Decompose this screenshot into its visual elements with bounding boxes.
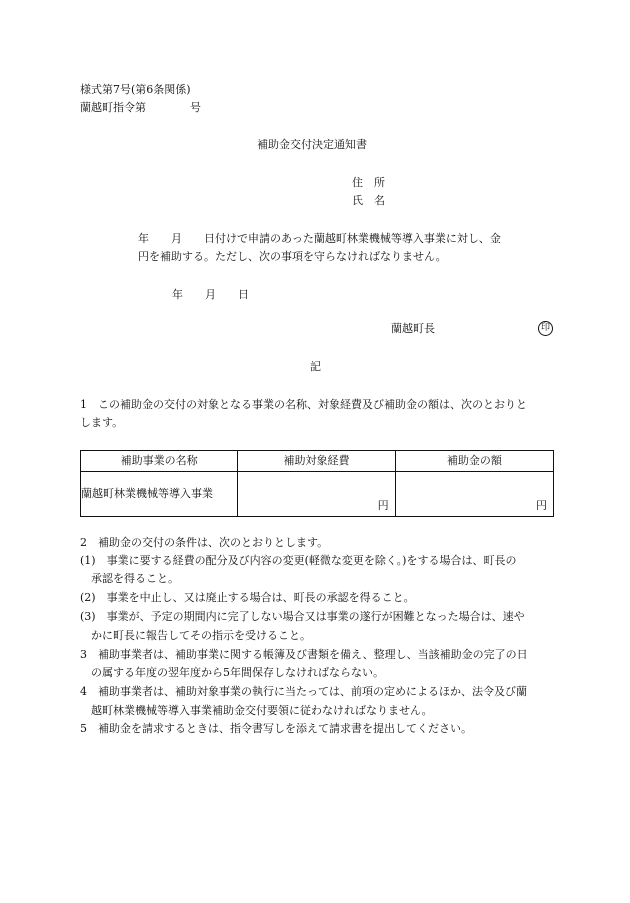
- condition-line: 越町林業機械等導入事業補助金交付要領に従わなければなりません。: [80, 704, 433, 717]
- item-1-line-1: 1 この補助金の交付の対象となる事業の名称、対象経費及び補助金の額は、次のとおりと: [80, 398, 527, 411]
- condition-line: かに町長に報告してその指示を受けること。: [80, 629, 311, 642]
- address-label: 住 所: [352, 176, 385, 189]
- header-subsidy-amount: 補助金の額: [395, 451, 553, 472]
- condition-line: 承認を得ること。: [80, 572, 179, 585]
- subsidy-table: [80, 450, 554, 517]
- header-project-name: 補助事業の名称: [81, 451, 238, 472]
- condition-line: の属する年度の翌年度から5年間保存しなければならない。: [80, 666, 384, 679]
- intro-line-1: 年 月 日付けで申請のあった蘭越町林業機械等導入事業に対し、金: [138, 232, 501, 245]
- condition-line: 2 補助金の交付の条件は、次のとおりとします。: [80, 536, 329, 549]
- header-eligible-cost: 補助対象経費: [238, 451, 395, 472]
- condition-line: (1) 事業に要する経費の配分及び内容の変更(軽微な変更を除く。)をする場合は、町長の: [80, 554, 517, 567]
- table-row: [81, 472, 554, 517]
- project-name-cell: 蘭越町林業機械等導入事業: [81, 472, 238, 517]
- condition-line: (3) 事業が、予定の期間内に完了しない場合又は事業の遂行が困難となった場合は、速や: [80, 610, 525, 623]
- cost-yen-unit: 円: [377, 499, 389, 512]
- document-title: 補助金交付決定通知書: [257, 138, 367, 151]
- table-header-row: [81, 451, 554, 472]
- condition-line: (2) 事業を中止し、又は廃止する場合は、町長の承認を得ること。: [80, 591, 415, 604]
- condition-line: 3 補助事業者は、補助事業に関する帳簿及び書類を備え、整理し、当該補助金の完了の日: [80, 648, 528, 661]
- name-label: 氏 名: [352, 194, 385, 207]
- intro-line-2: 円を補助する。ただし、次の事項を守らなければなりません。: [138, 250, 447, 263]
- seal-mark: 印: [538, 321, 553, 336]
- date-line: 年 月 日: [172, 288, 249, 301]
- form-number: 様式第7号(第6条関係): [80, 83, 191, 96]
- item-1-line-2: します。: [80, 416, 124, 429]
- eligible-cost-cell: [238, 472, 395, 517]
- ki-heading: 記: [310, 360, 321, 373]
- directive-number: 蘭越町指令第 号: [80, 101, 201, 114]
- condition-line: 5 補助金を請求するときは、指令書写しを添えて請求書を提出してください。: [80, 722, 472, 735]
- amount-yen-unit: 円: [536, 499, 547, 512]
- subsidy-amount-cell: [395, 472, 553, 517]
- condition-line: 4 補助事業者は、補助対象事業の執行に当たっては、前項の定めによるほか、法令及び蘭: [80, 685, 527, 698]
- issuer-name: 蘭越町長: [391, 322, 435, 335]
